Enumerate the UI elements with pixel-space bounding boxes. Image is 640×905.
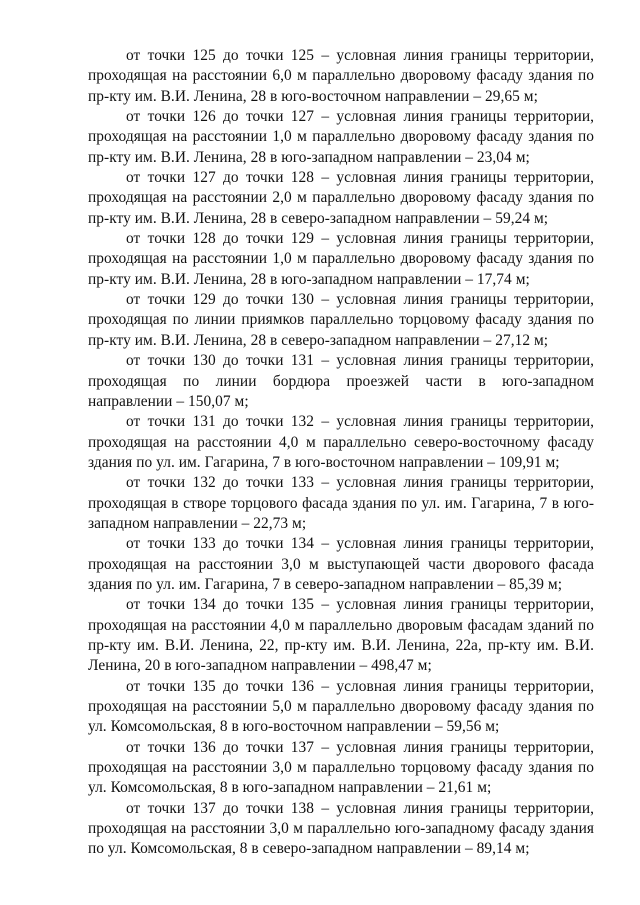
- paragraph-segment-127-128: от точки 127 до точки 128 – условная линия границы территории, проходящая на расстоянии 2,0 м параллельно дворовому фасаду здания по пр-кту им. В.И. Ленина, 28 в северо-западном направлении – 59,24 м;: [88, 169, 594, 227]
- document-body: [88, 46, 594, 860]
- paragraph-segment-131-132: от точки 131 до точки 132 – условная линия границы территории, проходящая на расстоянии 4,0 м параллельно северо-восточному фасаду здания по ул. им. Гагарина, 7 в юго-восточном направлении – 109,91 м;: [88, 413, 594, 471]
- paragraph-segment-133-134: от точки 133 до точки 134 – условная линия границы территории, проходящая на расстоянии 3,0 м выступающей части дворового фасада здания по ул. им. Гагарина, 7 в северо-западном направлении – 85,39 м;: [88, 535, 594, 593]
- paragraph-segment-130-131: от точки 130 до точки 131 – условная линия границы территории, проходящая по линии бордюра проезжей части в юго-западном направлении – 150,07 м;: [88, 352, 594, 410]
- paragraph-segment-128-129: от точки 128 до точки 129 – условная линия границы территории, проходящая на расстоянии 1,0 м параллельно дворовому фасаду здания по пр-кту им. В.И. Ленина, 28 в юго-западном направлении – 17,74 м;: [88, 230, 594, 288]
- paragraph-segment-126-127: от точки 126 до точки 127 – условная линия границы территории, проходящая на расстоянии 1,0 м параллельно дворовому фасаду здания по пр-кту им. В.И. Ленина, 28 в юго-западном направлении – 23,04 м;: [88, 108, 594, 166]
- paragraph-segment-125-126: от точки 125 до точки 125 – условная линия границы территории, проходящая на расстоянии 6,0 м параллельно дворовому фасаду здания по пр-кту им. В.И. Ленина, 28 в юго-восточном направлении – 29,65 м;: [88, 47, 594, 105]
- paragraph-segment-129-130: от точки 129 до точки 130 – условная линия границы территории, проходящая по линии приямков параллельно торцовому фасаду здания по пр-кту им. В.И. Ленина, 28 в северо-западном направлении – 27,12 м;: [88, 291, 594, 349]
- paragraph-segment-134-135: от точки 134 до точки 135 – условная линия границы территории, проходящая на расстоянии 4,0 м параллельно дворовым фасадам зданий по пр-кту им. В.И. Ленина, 22, пр-кту им. В.И. Ленина, 22а, пр-кту им. В.И. Ленина, 20 в юго-западном направлении – 498,47 м;: [88, 596, 594, 675]
- paragraph-segment-137-138: от точки 137 до точки 138 – условная линия границы территории, проходящая на расстоянии 3,0 м параллельно юго-западному фасаду здания по ул. Комсомольская, 8 в северо-западном направлении – 89,14 м;: [88, 799, 594, 858]
- paragraph-segment-136-137: от точки 136 до точки 137 – условная линия границы территории, проходящая на расстоянии 3,0 м параллельно торцовому фасаду здания по ул. Комсомольская, 8 в юго-западном направлении – 21,61 м;: [88, 738, 594, 797]
- paragraph-segment-135-136: от точки 135 до точки 136 – условная линия границы территории, проходящая на расстоянии 5,0 м параллельно дворовому фасаду здания по ул. Комсомольская, 8 в юго-восточном направлении – 59,56 м;: [88, 677, 594, 736]
- paragraph-segment-132-133: от точки 132 до точки 133 – условная линия границы территории, проходящая в створе торцового фасада здания по ул. им. Гагарина, 7 в юго-западном направлении – 22,73 м;: [88, 474, 594, 532]
